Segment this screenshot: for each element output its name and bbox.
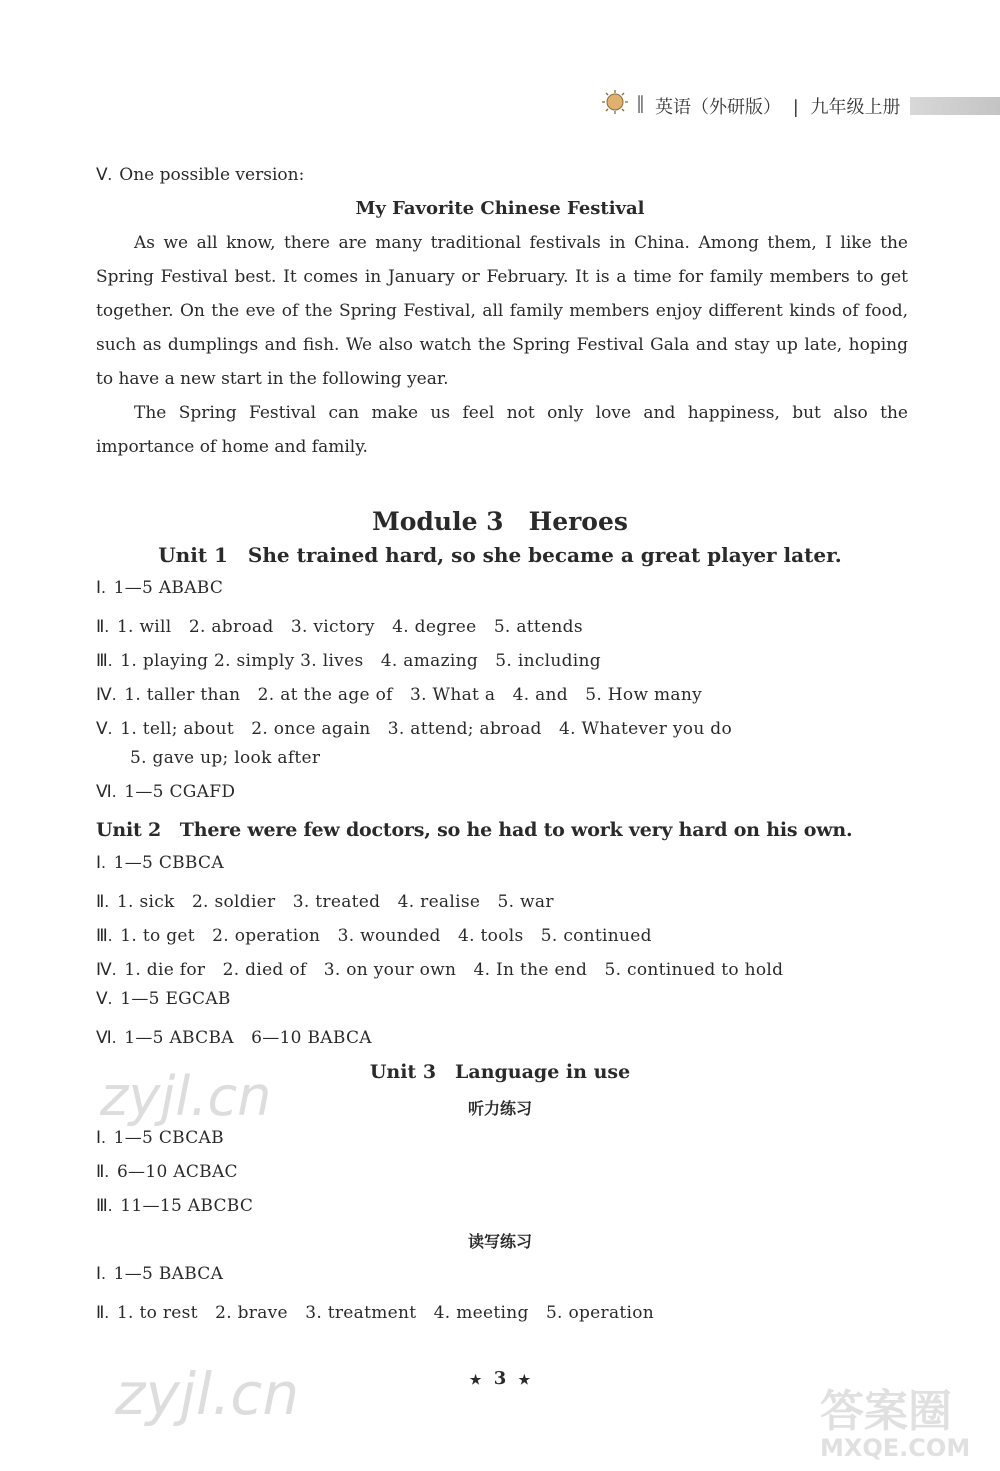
answer-text: 1—5 CBBCA [113, 853, 224, 873]
answer-text: 1—5 ABABC [113, 578, 224, 598]
answer-row [96, 955, 783, 980]
unit2-title: Unit 2 There were few doctors, so he had to work very hard on his own. [96, 819, 853, 841]
answer-text: 1—5 CBCAB [113, 1128, 224, 1148]
header-title [655, 93, 901, 119]
answer-row [96, 646, 601, 671]
answer-num: Ⅵ. [96, 1028, 117, 1047]
answer-text: 6—10 ACBAC [116, 1162, 238, 1182]
answer-text: 1. to rest 2. brave 3. treatment 4. meeting 5. operation [116, 1303, 655, 1323]
answer-row [96, 714, 732, 739]
answer-text: 1. playing 2. simply 3. lives 4. amazing 5. including [120, 651, 601, 671]
star-icon: ★ [518, 1373, 531, 1388]
answer-num: Ⅰ. [96, 1264, 106, 1283]
answer-text: 1. to get 2. operation 3. wounded 4. tools 5. continued [120, 926, 652, 946]
answer-num: Ⅳ. [96, 685, 117, 704]
watermark-zyjl: zyjl.cn [115, 1360, 300, 1428]
answer-row [96, 1023, 372, 1048]
answer-text: 1. tell; about 2. once again 3. attend; abroad 4. Whatever you do [120, 719, 733, 739]
header-bar [910, 97, 1000, 115]
answer-row [96, 1298, 654, 1323]
answer-row [96, 612, 583, 637]
header-separator: | [792, 97, 799, 118]
answer-num: Ⅱ. [96, 892, 110, 911]
watermark-zyjl: zyjl.cn [100, 1065, 272, 1128]
answer-text: 11—15 ABCBC [120, 1196, 254, 1216]
section-v-intro-text: One possible version: [119, 165, 305, 185]
watermark-daanquan: 答案圈 [820, 1386, 952, 1437]
answer-row [96, 1162, 238, 1182]
answer-num: Ⅰ. [96, 1128, 106, 1147]
answer-text: 1—5 ABCBA 6—10 BABCA [124, 1028, 372, 1048]
answer-row [96, 578, 223, 598]
unit1-title: Unit 1 She trained hard, so she became a great player later. [158, 543, 842, 567]
answer-text: 1—5 CGAFD [124, 782, 236, 802]
answer-row [96, 1196, 253, 1216]
answer-text: 1. sick 2. soldier 3. treated 4. realise 5. war [116, 892, 554, 912]
answer-text: 1. die for 2. died of 3. on your own 4. In the end 5. continued to hold [124, 960, 784, 980]
answer-num: Ⅲ. [96, 926, 113, 945]
answer-row [96, 887, 554, 912]
answer-row [96, 1128, 224, 1148]
answer-num: Ⅲ. [96, 1196, 113, 1215]
answer-text: 1. will 2. abroad 3. victory 4. degree 5. attends [116, 617, 583, 637]
answer-num: Ⅱ. [96, 617, 110, 636]
answer-num: Ⅳ. [96, 960, 117, 979]
answer-num: Ⅲ. [96, 651, 113, 670]
answer-num: Ⅴ. [96, 719, 113, 738]
header-grade: 九年级上册 [810, 97, 901, 118]
answer-text: 1. taller than 2. at the age of 3. What a 4. and 5. How many [124, 685, 703, 705]
answer-num: Ⅱ. [96, 1162, 110, 1181]
answer-row [96, 853, 224, 873]
reading-writing-heading: 读写练习 [467, 1232, 532, 1251]
listening-heading: 听力练习 [467, 1099, 532, 1118]
header-divider: ‖ [636, 93, 645, 114]
header-subject: 英语（外研版） [655, 97, 781, 118]
essay-paragraph: As we all know, there are many traditional festivals in China. Among them, I like the Spring Festival best. It comes in January or February. It is a time for family members to get together. On the eve of the Spring Festival, all family members enjoy different kinds of food, such as dumplings and fish. We also watch the Spring Festival Gala and stay up late, hoping to have a new start in the following year. [96, 233, 908, 389]
answer-text: 5. gave up; look after [130, 748, 321, 768]
section-v-label: Ⅴ. [96, 165, 112, 184]
answer-row [96, 921, 652, 946]
sun-logo-icon [600, 89, 630, 115]
answer-row [130, 748, 320, 768]
essay-title: My Favorite Chinese Festival [355, 198, 645, 219]
watermark-mxqe: MXQE.COM [820, 1434, 971, 1462]
answer-num: Ⅰ. [96, 578, 106, 597]
answer-row [96, 782, 235, 802]
essay-body [96, 226, 908, 464]
answer-num: Ⅴ. [96, 989, 113, 1008]
section-v-intro [96, 165, 304, 185]
unit3-title: Unit 3 Language in use [369, 1061, 631, 1083]
answer-row [96, 989, 231, 1009]
page-number: 3 [493, 1368, 507, 1389]
answer-text: 1—5 BABCA [113, 1264, 224, 1284]
answer-num: Ⅵ. [96, 782, 117, 801]
answer-row [96, 1264, 223, 1284]
answer-text: 1—5 EGCAB [120, 989, 231, 1009]
essay-paragraph: The Spring Festival can make us feel not only love and happiness, but also the importance of home and family. [96, 403, 908, 457]
module-title: Module 3 Heroes [372, 507, 628, 536]
answer-num: Ⅱ. [96, 1303, 110, 1322]
answer-row [96, 680, 702, 705]
answer-num: Ⅰ. [96, 853, 106, 872]
star-icon: ★ [469, 1373, 482, 1388]
